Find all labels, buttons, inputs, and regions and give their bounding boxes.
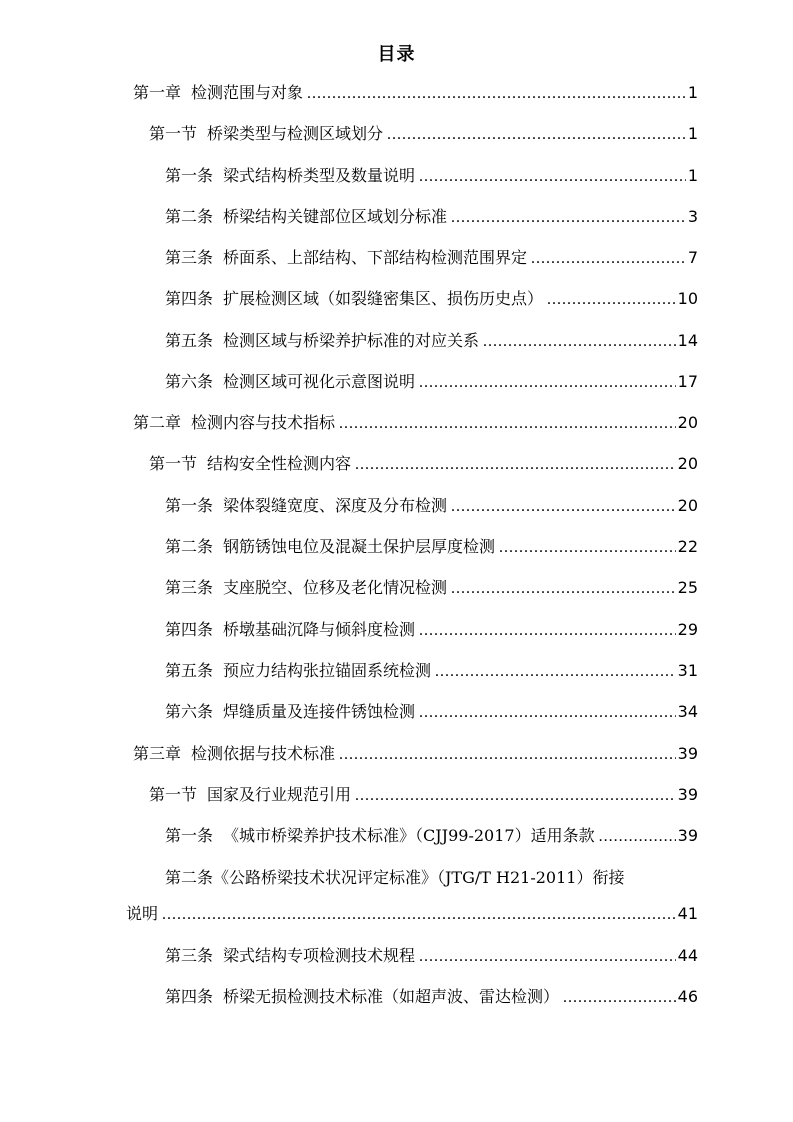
toc-page-number: 46	[677, 987, 698, 1006]
toc-entry[interactable]	[165, 946, 698, 967]
toc-entry[interactable]	[165, 868, 624, 888]
toc-entry[interactable]	[165, 702, 698, 723]
toc-dot-leader	[339, 745, 676, 765]
toc-page-number: 17	[677, 372, 698, 391]
toc-entry[interactable]	[165, 207, 698, 228]
toc-entry-number: 第一条	[165, 496, 214, 515]
toc-dot-leader	[483, 332, 676, 352]
toc-title: 目录	[377, 44, 416, 65]
toc-page-number: 20	[677, 454, 698, 473]
toc-page-number: 31	[677, 661, 698, 680]
toc-entry-number: 第三条	[165, 578, 214, 597]
toc-page-number: 34	[677, 702, 698, 721]
toc-entry[interactable]	[165, 578, 698, 599]
toc-entry[interactable]	[165, 496, 698, 517]
toc-dot-leader	[435, 662, 676, 682]
toc-entry[interactable]	[133, 413, 698, 434]
toc-page-number: 29	[677, 620, 698, 639]
toc-entry-number: 第五条	[165, 331, 214, 350]
toc-entry[interactable]	[149, 785, 698, 806]
toc-dot-leader	[307, 84, 686, 104]
toc-dot-leader	[563, 988, 676, 1008]
toc-entry-number: 第四条	[165, 987, 214, 1006]
toc-dot-leader	[451, 579, 676, 599]
toc-page-number: 7	[687, 248, 698, 267]
toc-entry-title: 支座脱空、位移及老化情况检测	[223, 578, 448, 597]
toc-entry-number: 第二条	[165, 537, 214, 556]
toc-entry-number: 第一条	[165, 166, 214, 185]
toc-entry-title: 桥梁无损检测技术标准（如超声波、雷达检测）	[223, 987, 560, 1006]
toc-entry[interactable]	[149, 454, 698, 475]
toc-entry[interactable]	[165, 248, 698, 269]
toc-dot-leader	[419, 167, 686, 187]
toc-dot-leader	[499, 538, 676, 558]
toc-entry-number: 第四条	[165, 289, 214, 308]
toc-entry-number: 第一章	[133, 83, 182, 102]
toc-entry-title: 桥面系、上部结构、下部结构检测范围界定	[223, 248, 528, 267]
toc-entry[interactable]	[165, 166, 698, 187]
toc-dot-leader	[451, 497, 676, 517]
toc-dot-leader	[162, 905, 676, 925]
toc-dot-leader	[355, 786, 676, 806]
toc-page-number: 44	[677, 946, 698, 965]
toc-entry[interactable]	[165, 826, 698, 847]
toc-entry[interactable]	[165, 331, 698, 352]
toc-page-number: 10	[677, 289, 698, 308]
toc-entry[interactable]	[149, 124, 698, 145]
toc-entry-number: 第一节	[149, 124, 198, 143]
toc-entry-title: 检测内容与技术指标	[191, 413, 336, 432]
toc-entry-number: 第六条	[165, 372, 214, 391]
toc-dot-leader	[531, 249, 686, 269]
toc-dot-leader	[355, 455, 676, 475]
toc-dot-leader	[547, 290, 676, 310]
toc-entry[interactable]	[133, 83, 698, 104]
toc-entry-title: 梁体裂缝宽度、深度及分布检测	[223, 496, 448, 515]
toc-dot-leader	[339, 414, 676, 434]
toc-dot-leader	[451, 208, 686, 228]
toc-entry-title: 梁式结构专项检测技术规程	[223, 946, 416, 965]
toc-entry-number: 第二条	[165, 207, 214, 226]
toc-entry-number: 第四条	[165, 620, 214, 639]
toc-entry-number: 第一节	[149, 785, 198, 804]
toc-entry[interactable]	[165, 620, 698, 641]
toc-page-number: 20	[677, 496, 698, 515]
toc-page-number: 39	[677, 744, 698, 763]
toc-entry-number: 第三条	[165, 248, 214, 267]
toc-page-number: 1	[687, 166, 698, 185]
toc-entry-title: 检测区域与桥梁养护标准的对应关系	[223, 331, 480, 350]
toc-entry[interactable]	[165, 987, 698, 1008]
toc-entry-number: 第三条	[165, 946, 214, 965]
toc-entry-title: 梁式结构桥类型及数量说明	[223, 166, 416, 185]
toc-page-number: 1	[687, 124, 698, 143]
toc-page-number: 20	[677, 413, 698, 432]
toc-entry[interactable]	[133, 744, 698, 765]
toc-page-number: 41	[677, 904, 698, 923]
toc-entry-title: 结构安全性检测内容	[207, 454, 352, 473]
toc-page-number: 14	[677, 331, 698, 350]
toc-entry-number: 第五条	[165, 661, 214, 680]
toc-page-number: 3	[687, 207, 698, 226]
toc-entry-number: 第三章	[133, 744, 182, 763]
toc-entry-title: 钢筋锈蚀电位及混凝土保护层厚度检测	[223, 537, 496, 556]
toc-entry-title: 国家及行业规范引用	[207, 785, 352, 804]
toc-page-number: 22	[677, 537, 698, 556]
toc-entry[interactable]	[165, 537, 698, 558]
toc-entry-title: 焊缝质量及连接件锈蚀检测	[223, 702, 416, 721]
toc-entry[interactable]	[165, 661, 698, 682]
toc-entry-title: 检测区域可视化示意图说明	[223, 372, 416, 391]
toc-entry-title: 检测依据与技术标准	[191, 744, 336, 763]
toc-entry-number: 第二条	[165, 868, 214, 887]
toc-entry-number: 第二章	[133, 413, 182, 432]
toc-entry-number: 第一节	[149, 454, 198, 473]
toc-dot-leader	[419, 621, 676, 641]
toc-dot-leader	[599, 827, 676, 847]
toc-entry-title: 检测范围与对象	[191, 83, 304, 102]
toc-entry-title: 桥梁结构关键部位区域划分标准	[223, 207, 448, 226]
toc-page-number: 25	[677, 578, 698, 597]
toc-entry-number: 第六条	[165, 702, 214, 721]
toc-entry-number: 第一条	[165, 826, 214, 845]
toc-dot-leader	[419, 947, 676, 967]
toc-entry-title: 桥墩基础沉降与倾斜度检测	[223, 620, 416, 639]
toc-entry-title: 预应力结构张拉锚固系统检测	[223, 661, 432, 680]
toc-entry[interactable]	[165, 289, 698, 310]
toc-dot-leader	[419, 703, 676, 723]
toc-dot-leader	[387, 125, 686, 145]
toc-entry[interactable]	[165, 372, 698, 393]
toc-entry-title: 《城市桥梁养护技术标准》（CJJ99-2017）适用条款	[223, 826, 595, 845]
toc-entry-title: 桥梁类型与检测区域划分	[207, 124, 384, 143]
toc-entry-title: 说明	[126, 904, 159, 923]
toc-entry-title: 《公路桥梁技术状况评定标准》（JTG/T H21-2011）衔接	[213, 868, 625, 887]
toc-dot-leader	[419, 373, 676, 393]
toc-entry-title: 扩展检测区域（如裂缝密集区、损伤历史点）	[223, 289, 544, 308]
toc-entry[interactable]	[126, 904, 698, 925]
toc-page-number: 1	[687, 83, 698, 102]
toc-page-number: 39	[677, 785, 698, 804]
toc-page-number: 39	[677, 826, 698, 845]
